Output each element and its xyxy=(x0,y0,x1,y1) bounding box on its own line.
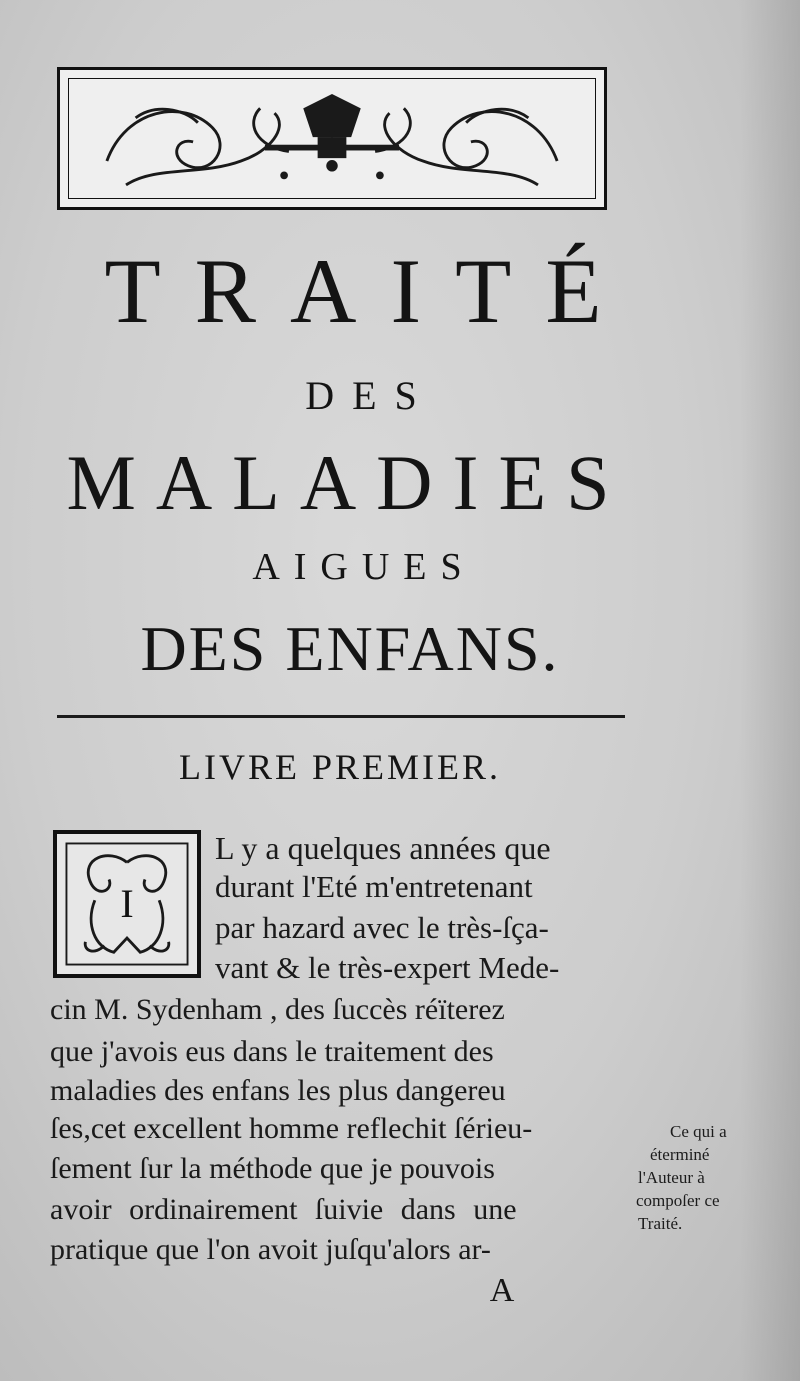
margin-note-line: Traité. xyxy=(638,1214,683,1233)
paragraph-line: pratique que l'on avoit juſqu'alors ar- xyxy=(50,1233,491,1266)
paragraph-line: avoir ordinairement ſuivie dans une xyxy=(50,1193,517,1226)
margin-note-line: compoſer ce xyxy=(636,1191,720,1210)
title-aigues: AIGUES xyxy=(252,546,476,588)
title-des: DES xyxy=(305,373,435,418)
paragraph-line: ſes,cet excellent homme reflechit ſérieu- xyxy=(50,1112,533,1145)
margin-note-line: l'Auteur à xyxy=(638,1168,705,1187)
margin-note-line: éterminé xyxy=(650,1145,710,1164)
title-des-enfans: DES ENFANS. xyxy=(140,613,560,684)
paragraph-line: que j'avois eus dans le traitement des xyxy=(50,1035,494,1068)
paragraph-line: cin M. Sydenham , des ſuccès réïterez xyxy=(50,993,505,1026)
dropcap-letter: I xyxy=(120,881,134,926)
book-heading: LIVRE PREMIER. xyxy=(178,747,501,787)
paragraph-line: durant l'Eté m'entretenant xyxy=(215,869,533,904)
margin-note xyxy=(636,1120,786,1235)
title-maladies: MALADIES xyxy=(66,439,630,526)
margin-note-line: Ce qui a xyxy=(670,1122,727,1141)
signature-mark: A xyxy=(489,1272,515,1309)
paragraph-line: ſement ſur la méthode que je pouvois xyxy=(50,1152,495,1185)
paragraph-line: par hazard avec le très-ſça- xyxy=(215,910,549,945)
paragraph-line: L y a quelques années que xyxy=(215,830,551,866)
paragraph-line: vant & le très-expert Mede- xyxy=(215,950,560,985)
paragraph-line: maladies des enfans les plus dangereu xyxy=(50,1074,506,1107)
title-traite: TRAITÉ xyxy=(104,240,636,342)
